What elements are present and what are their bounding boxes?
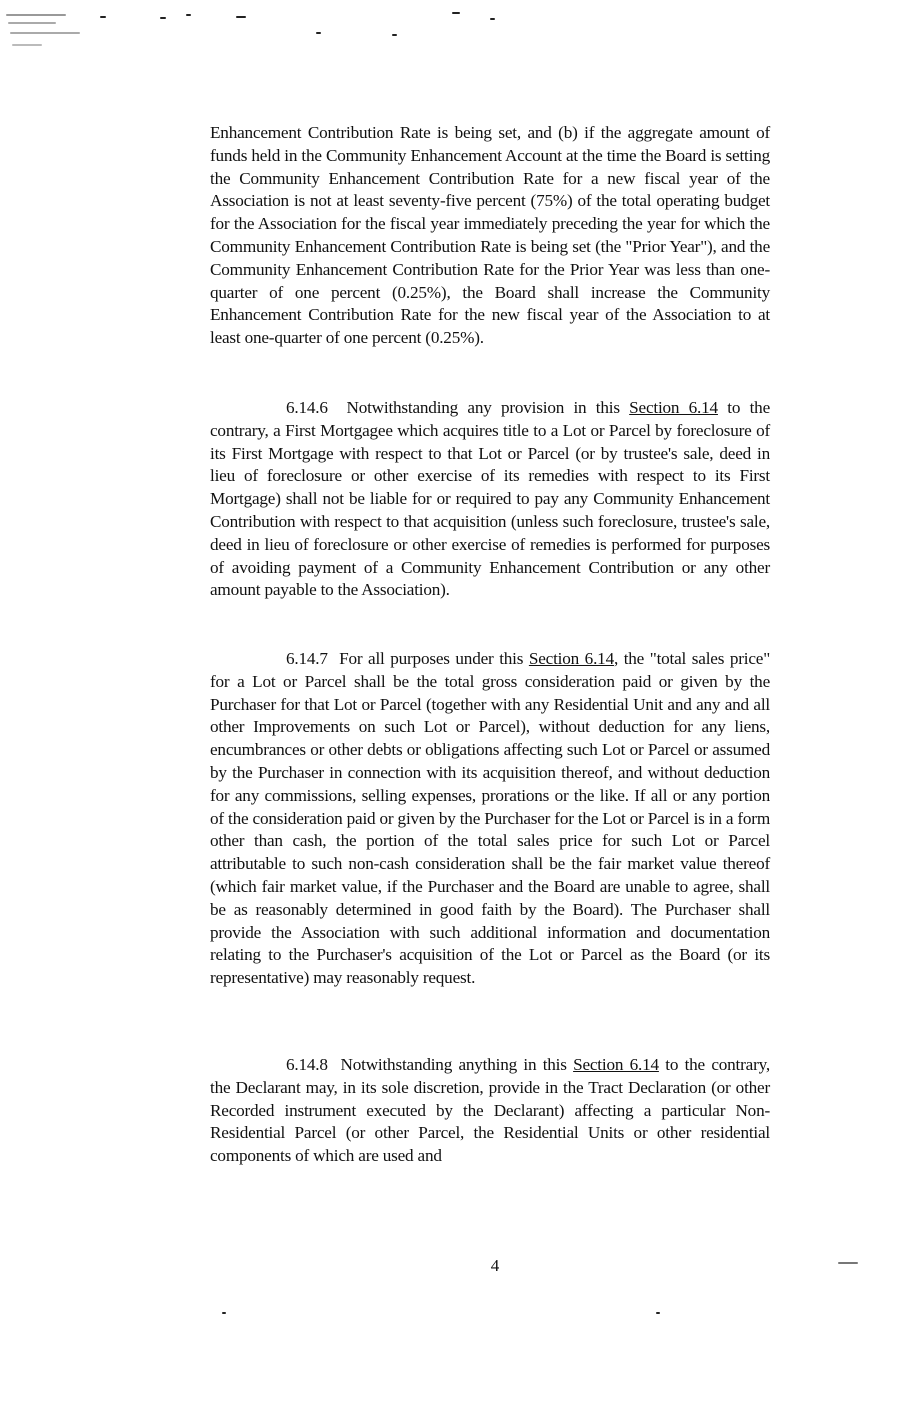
scan-speck [236,16,246,18]
section-number: 6.14.8 [286,1055,328,1074]
scan-speck [100,16,106,18]
text-before-reference: Notwithstanding anything in this [340,1055,574,1074]
text-before-reference: For all purposes under this [339,649,529,668]
scan-speck [10,32,80,34]
section-number: 6.14.6 [286,398,328,417]
scan-speck [838,1262,858,1264]
scan-speck [8,22,56,24]
scan-speck [160,17,166,19]
scan-speck [392,34,397,36]
text-before-reference: Notwithstanding any provision in this [346,398,630,417]
paragraph-6-14-8 [210,1054,770,1168]
paragraph-6-14-6 [210,397,770,602]
scan-speck [656,1312,660,1314]
paragraph-continuation [210,122,770,350]
page-number: 4 [490,1256,500,1275]
paragraph-6-14-7 [210,648,770,990]
scan-speck [12,44,42,46]
scan-speck [316,32,321,34]
paragraph-body [210,1054,770,1168]
scan-speck [6,14,66,16]
paragraph-body [210,397,770,602]
section-number: 6.14.7 [286,649,328,668]
scan-speck [186,14,191,16]
section-reference: Section 6.14 [629,398,718,417]
scan-speck [222,1312,226,1314]
text-after-reference: to the contrary, the Declarant may, in its sole discretion, provide in the Tract Declaration (or other Recorded instrument executed by the Declarant) affecting a particular Non-Residential Parcel (or other Parcel, the Residential Units or other residential components of which are used and [210,1055,770,1166]
paragraph-text: Enhancement Contribution Rate is being set, and (b) if the aggregate amount of funds held in the Community Enhancement Account at the time the Board is setting the Community Enhancement Contribution Rate for a new fiscal year of the Association is not at least seventy-five percent (75%) of the total operating budget for the Association for the fiscal year immediately preceding the year for which the Community Enhancement Contribution Rate is being set (the "Prior Year"), and the Community Enhancement Contribution Rate for the Prior Year was less than one-quarter of one percent (0.25%), the Board shall increase the Community Enhancement Contribution Rate for the new fiscal year of the Association to at least one-quarter of one percent (0.25%). [210,123,770,348]
scan-speck [490,18,495,20]
paragraph-body [210,648,770,990]
scan-speck [452,12,460,14]
section-reference: Section 6.14 [528,649,614,668]
text-after-reference: , the "total sales price" for a Lot or Parcel shall be the total gross consideration paid or given by the Purchaser for that Lot or Parcel (together with any Residential Unit and any and all other Improvements on such Lot or Parcel), without deduction for any liens, encumbrances or other debts or obligations affecting such Lot or Parcel or assumed by the Purchaser in connection with its acquisition thereof, and without deduction for any commissions, selling expenses, prorations or the like. If all or any portion of the consideration paid or given by the Purchaser for the Lot or Parcel is in a form other than cash, the portion of the total sales price for such Lot or Parcel attributable to such non-cash consideration shall be the fair market value thereof (which fair market value, if the Purchaser and the Board are unable to agree, shall be as reasonably determined in good faith by the Board). The Purchaser shall provide the Association with such additional information and documentation relating to the Purchaser's acquisition of the Lot or Parcel as the Board (or its representative) may reasonably request. [210,649,771,988]
text-after-reference: to the contrary, a First Mortgagee which acquires title to a Lot or Parcel by foreclosure of its First Mortgage with respect to that Lot or Parcel (or by trustee's sale, deed in lieu of foreclosure or other exercise of its remedies with respect to its First Mortgage) shall not be liable for or required to pay any Community Enhancement Contribution with respect to that acquisition (unless such foreclosure, trustee's sale, deed in lieu of foreclosure or other exercise of remedies is performed for purposes of avoiding payment of a Community Enhancement Contribution or any other amount payable to the Association). [210,398,770,600]
section-reference: Section 6.14 [573,1055,659,1074]
